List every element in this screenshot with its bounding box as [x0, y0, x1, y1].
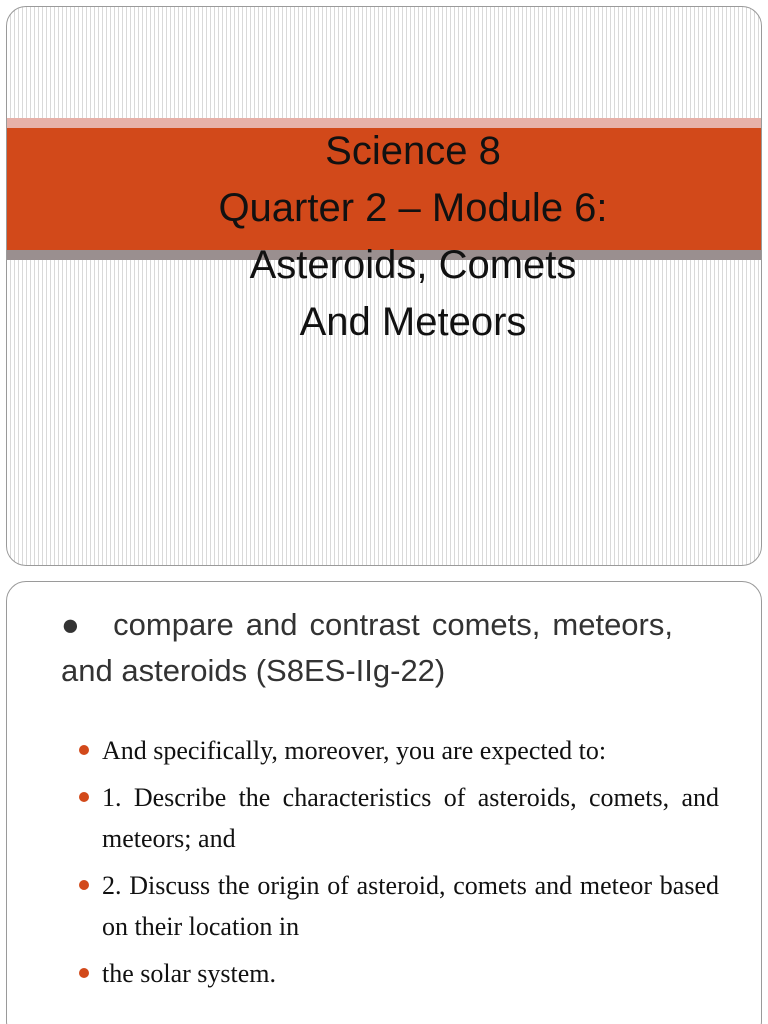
title-line-3: Asteroids, Comets [249, 243, 577, 287]
objective-list [79, 730, 719, 1000]
lead-bullet-icon: ● [61, 607, 84, 642]
list-item [79, 730, 719, 771]
objectives-slide [6, 581, 762, 1024]
list-item [79, 953, 719, 994]
list-item-text: 1. Describe the characteristics of asteroids, comets, and meteors; and [102, 783, 719, 853]
bullet-dot-icon [79, 745, 89, 755]
title-line-2: Quarter 2 – Module 6: [218, 186, 608, 230]
list-item-text: And specifically, moreover, you are expected to: [102, 736, 607, 765]
list-item-text: 2. Discuss the origin of asteroid, comets and meteor based on their location in [102, 871, 719, 941]
list-item-text: the solar system. [102, 959, 277, 988]
slide-title [87, 123, 739, 351]
title-line-4: And Meteors [299, 300, 527, 344]
lead-objective-text: compare and contrast comets, meteors, and asteroids (S8ES-IIg-22) [61, 607, 673, 688]
title-line-1: Science 8 [325, 129, 501, 173]
bullet-dot-icon [79, 880, 89, 890]
bullet-dot-icon [79, 792, 89, 802]
title-slide [6, 6, 762, 566]
bullet-dot-icon [79, 968, 89, 978]
list-item [79, 777, 719, 859]
list-item [79, 865, 719, 947]
lead-objective [61, 602, 673, 694]
